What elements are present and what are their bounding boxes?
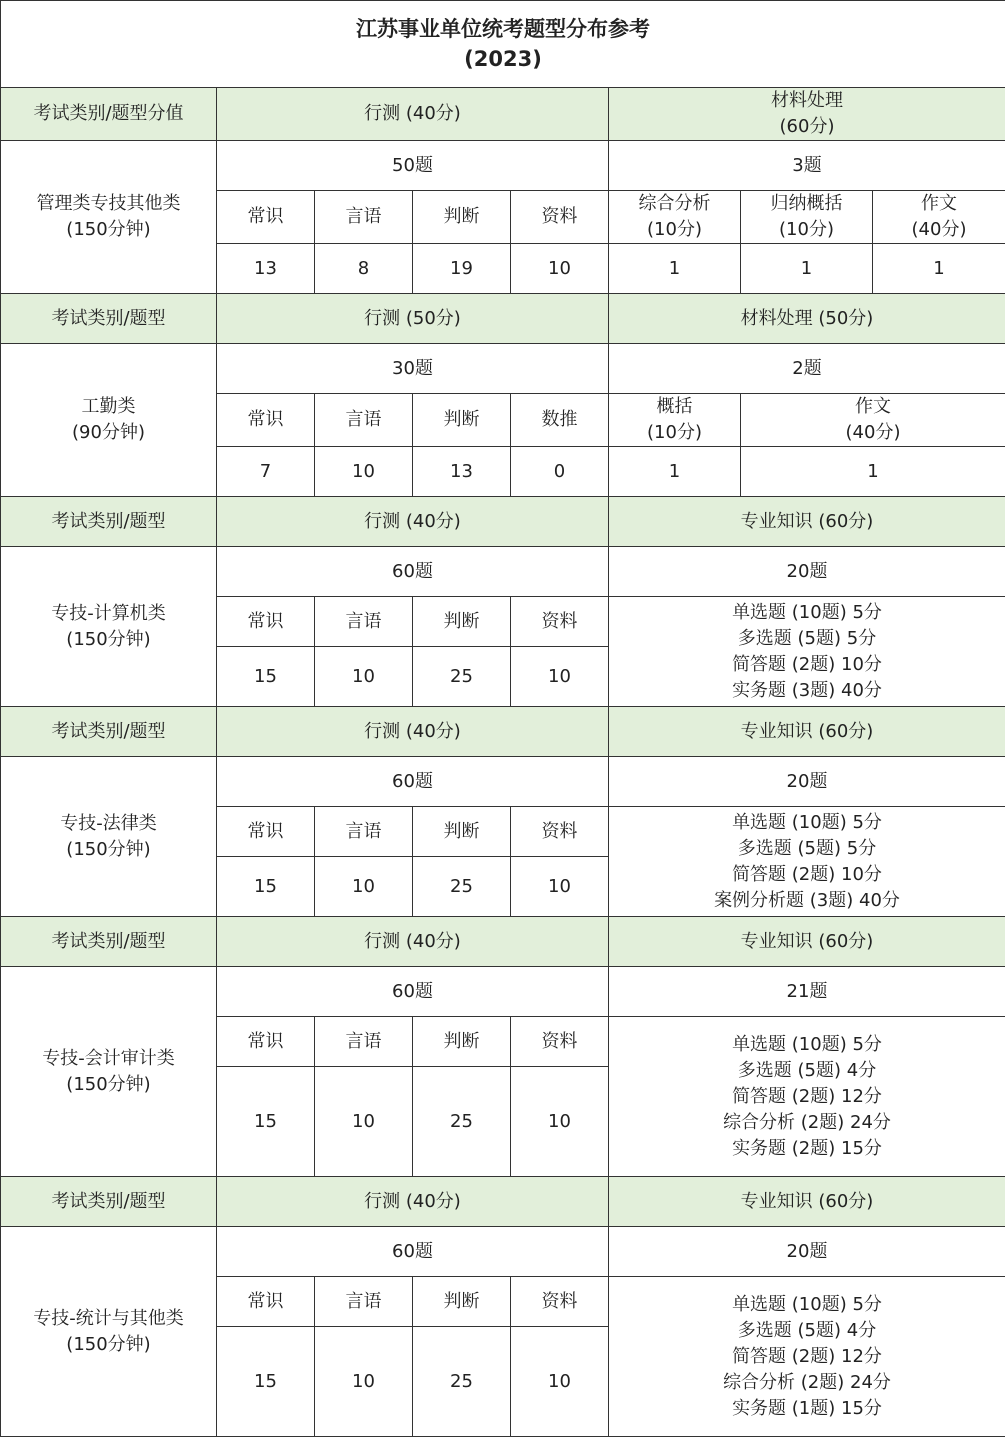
- category-cell: 工勤类 (90分钟): [1, 344, 217, 497]
- page-title: 江苏事业单位统考题型分布参考 (2023): [1, 1, 1005, 88]
- subject-cell: 资料: [511, 807, 609, 857]
- value-cell: 10: [511, 647, 609, 707]
- value-cell: 15: [217, 1067, 315, 1177]
- subject-cell: 常识: [217, 597, 315, 647]
- value-cell: 13: [217, 244, 315, 294]
- part2-count: 20题: [609, 757, 1005, 807]
- header-label: 考试类别/题型分值: [1, 88, 217, 141]
- subject-cell: 判断: [413, 1017, 511, 1067]
- value-cell: 8: [315, 244, 413, 294]
- value-cell: 1: [873, 244, 1005, 294]
- subject-cell: 判断: [413, 394, 511, 447]
- category-cell: 专技-计算机类 (150分钟): [1, 547, 217, 707]
- value-cell: 7: [217, 447, 315, 497]
- value-cell: 10: [511, 1327, 609, 1437]
- section-header: [1, 294, 1005, 344]
- header-part1: 行测 (40分): [217, 1177, 609, 1227]
- section-header: [1, 88, 1005, 141]
- category-cell: 管理类专技其他类 (150分钟): [1, 141, 217, 294]
- value-cell: 1: [741, 244, 873, 294]
- header-label: 考试类别/题型: [1, 294, 217, 344]
- subject-cell: 归纳概括 (10分): [741, 191, 873, 244]
- value-cell: 1: [741, 447, 1005, 497]
- subject-cell: 资料: [511, 191, 609, 244]
- part2-items: 单选题 (10题) 5分 多选题 (5题) 4分 简答题 (2题) 12分 综合分析 (2题) 24分 实务题 (2题) 15分: [609, 1017, 1005, 1177]
- header-part2: 专业知识 (60分): [609, 917, 1005, 967]
- value-cell: 15: [217, 647, 315, 707]
- subject-cell: 资料: [511, 597, 609, 647]
- subject-cell: 资料: [511, 1277, 609, 1327]
- header-part1: 行测 (40分): [217, 88, 609, 141]
- header-part1: 行测 (40分): [217, 497, 609, 547]
- value-cell: 10: [511, 1067, 609, 1177]
- value-cell: 0: [511, 447, 609, 497]
- subject-cell: 判断: [413, 597, 511, 647]
- subject-cell: 言语: [315, 1277, 413, 1327]
- value-cell: 19: [413, 244, 511, 294]
- subject-cell: 常识: [217, 394, 315, 447]
- part2-count: 2题: [609, 344, 1005, 394]
- header-part1: 行测 (40分): [217, 707, 609, 757]
- category-cell: 专技-会计审计类 (150分钟): [1, 967, 217, 1177]
- subject-cell: 言语: [315, 597, 413, 647]
- header-label: 考试类别/题型: [1, 497, 217, 547]
- part2-count: 20题: [609, 547, 1005, 597]
- subject-cell: 概括 (10分): [609, 394, 741, 447]
- subject-cell: 数推: [511, 394, 609, 447]
- part2-count: 21题: [609, 967, 1005, 1017]
- subject-cell: 言语: [315, 807, 413, 857]
- part2-items: 单选题 (10题) 5分 多选题 (5题) 5分 简答题 (2题) 10分 实务题 (3题) 40分: [609, 597, 1005, 707]
- subject-cell: 言语: [315, 394, 413, 447]
- category-cell: 专技-法律类 (150分钟): [1, 757, 217, 917]
- section-header: [1, 497, 1005, 547]
- part1-count: 50题: [217, 141, 609, 191]
- part1-count: 60题: [217, 547, 609, 597]
- header-label: 考试类别/题型: [1, 707, 217, 757]
- part2-items: 单选题 (10题) 5分 多选题 (5题) 4分 简答题 (2题) 12分 综合分析 (2题) 24分 实务题 (1题) 15分: [609, 1277, 1005, 1437]
- subject-cell: 作文 (40分): [873, 191, 1005, 244]
- part2-count: 20题: [609, 1227, 1005, 1277]
- value-cell: 10: [511, 244, 609, 294]
- value-cell: 10: [315, 447, 413, 497]
- value-cell: 10: [511, 857, 609, 917]
- value-cell: 25: [413, 857, 511, 917]
- header-part2: 专业知识 (60分): [609, 707, 1005, 757]
- value-cell: 25: [413, 1067, 511, 1177]
- header-part1: 行测 (40分): [217, 917, 609, 967]
- subject-cell: 常识: [217, 1277, 315, 1327]
- part1-count: 30题: [217, 344, 609, 394]
- subject-cell: 资料: [511, 1017, 609, 1067]
- subject-cell: 综合分析 (10分): [609, 191, 741, 244]
- section-header: [1, 1177, 1005, 1227]
- header-label: 考试类别/题型: [1, 1177, 217, 1227]
- part2-count: 3题: [609, 141, 1005, 191]
- value-cell: 15: [217, 857, 315, 917]
- section-header: [1, 707, 1005, 757]
- value-cell: 10: [315, 1327, 413, 1437]
- subject-cell: 言语: [315, 191, 413, 244]
- header-part2: 专业知识 (60分): [609, 497, 1005, 547]
- value-cell: 25: [413, 1327, 511, 1437]
- value-cell: 25: [413, 647, 511, 707]
- part1-count: 60题: [217, 967, 609, 1017]
- subject-cell: 判断: [413, 191, 511, 244]
- header-part2: 材料处理 (60分): [609, 88, 1005, 141]
- header-part1: 行测 (50分): [217, 294, 609, 344]
- header-part2: 专业知识 (60分): [609, 1177, 1005, 1227]
- value-cell: 10: [315, 1067, 413, 1177]
- header-label: 考试类别/题型: [1, 917, 217, 967]
- part1-count: 60题: [217, 757, 609, 807]
- part1-count: 60题: [217, 1227, 609, 1277]
- subject-cell: 作文 (40分): [741, 394, 1005, 447]
- subject-cell: 判断: [413, 807, 511, 857]
- value-cell: 10: [315, 857, 413, 917]
- category-cell: 专技-统计与其他类 (150分钟): [1, 1227, 217, 1437]
- value-cell: 15: [217, 1327, 315, 1437]
- subject-cell: 言语: [315, 1017, 413, 1067]
- subject-cell: 常识: [217, 191, 315, 244]
- value-cell: 1: [609, 447, 741, 497]
- value-cell: 13: [413, 447, 511, 497]
- subject-cell: 常识: [217, 807, 315, 857]
- part2-items: 单选题 (10题) 5分 多选题 (5题) 5分 简答题 (2题) 10分 案例分析题 (3题) 40分: [609, 807, 1005, 917]
- subject-cell: 判断: [413, 1277, 511, 1327]
- value-cell: 10: [315, 647, 413, 707]
- section-header: [1, 917, 1005, 967]
- value-cell: 1: [609, 244, 741, 294]
- header-part2: 材料处理 (50分): [609, 294, 1005, 344]
- subject-cell: 常识: [217, 1017, 315, 1067]
